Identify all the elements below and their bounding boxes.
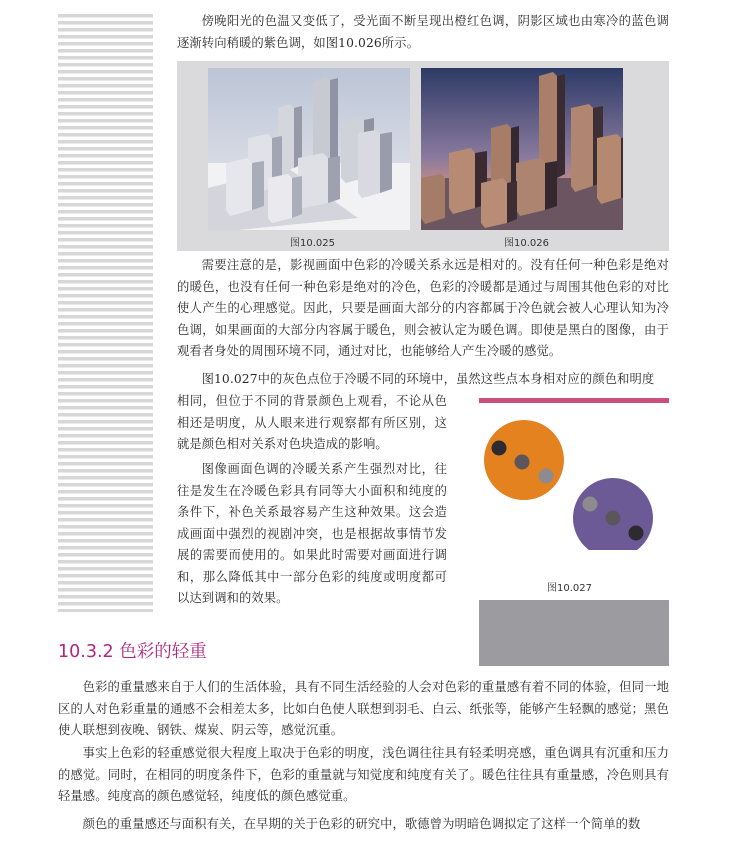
figure-10-026-image <box>421 68 623 230</box>
paragraph-weight-area: 颜色的重量感还与面积有关，在早期的关于色彩的研究中，歌德曾为明暗色调拟定了这样一个简单的数 <box>82 817 641 831</box>
paragraph-sunset-intro: 傍晚阳光的色温又变低了，受光面不断呈现出橙红色调，阴影区域也由寒冷的蓝色调逐渐转向稍暖的紫色调，如图10.026所示。 <box>177 14 669 50</box>
purple-circle-mid-dot <box>606 511 621 526</box>
gray-block <box>479 600 669 666</box>
figure-10-025-image <box>208 68 410 230</box>
figure-10-026-caption: 图10.026 <box>504 238 549 249</box>
orange-circle-light-dot <box>539 469 554 484</box>
purple-circle-dark-dot <box>629 526 644 541</box>
accent-bar <box>479 398 669 403</box>
paragraph-weight-brightness: 事实上色彩的轻重感觉很大程度上取决于色彩的明度，浅色调往往具有轻柔明亮感，重色调具有沉重和压力的感觉。同时，在相同的明度条件下，色彩的重量就与知觉度和纯度有关了。暖色往往具有重量感，冷色则具有轻量感。纯度高的颜色感觉轻，纯度低的颜色感觉重。 <box>58 746 669 803</box>
decorative-stripes <box>58 14 153 612</box>
figure-10-027-image <box>479 420 669 554</box>
paragraph-relative-warmth: 需要注意的是，影视画面中色彩的冷暖关系永远是相对的。没有任何一种色彩是绝对的暖色，也没有任何一种色彩是绝对的冷色，色彩的冷暖都是通过与周围其他色彩的对比使人产生的心理感觉。因此，只要是画面大部分的内容都属于冷色就会被人心理认知为冷色调，如果画面的大部分内容属于暖色，则会被认定为暖色调。即使是黑白的图像，由于观看者身处的周围环境不同，通过对比，也能够给人产生冷暖的感觉。 <box>177 258 669 358</box>
figure-10-027-caption: 图10.027 <box>547 583 592 594</box>
figure-10-025-caption: 图10.025 <box>290 238 335 249</box>
section-heading: 10.3.2 色彩的轻重 <box>58 642 207 662</box>
orange-circle-mid-dot <box>515 455 530 470</box>
paragraph-gray-dots-line1: 图10.027中的灰色点位于冷暖不同的环境中，虽然这些点本身相对应的颜色和明度 <box>201 372 655 386</box>
orange-circle-dark-dot <box>492 441 507 456</box>
paragraph-weight-experience: 色彩的重量感来自于人们的生活体验，具有不同生活经验的人会对色彩的重量感有着不同的体验，但同一地区的人对色彩重量的通感不会相差太多，比如白色使人联想到羽毛、白云、纸张等，能够产生轻飘的感觉；黑色使人联想到夜晚、钢铁、煤炭、阴云等，感觉沉重。 <box>58 680 669 737</box>
paragraph-gray-dots-rest: 相同，但位于不同的背景颜色上观看，不论从色相还是明度，从人眼来进行观察都有所区别，这就是颜色相对关系对色块造成的影响。 <box>177 394 447 451</box>
purple-circle-light-dot <box>583 497 598 512</box>
figure-panel-025-026 <box>177 61 669 251</box>
paragraph-contrast-harmony: 图像画面色调的冷暖关系产生强烈对比，往往是发生在冷暖色彩具有同等大小面积和纯度的条件下，补色关系最容易产生这种效果。这会造成画面中强烈的视剧冲突，也是根据故事情节发展的需要而使用的。如果此时需要对画面进行调和，那么降低其中一部分色彩的纯度或明度都可以达到调和的效果。 <box>177 462 447 605</box>
